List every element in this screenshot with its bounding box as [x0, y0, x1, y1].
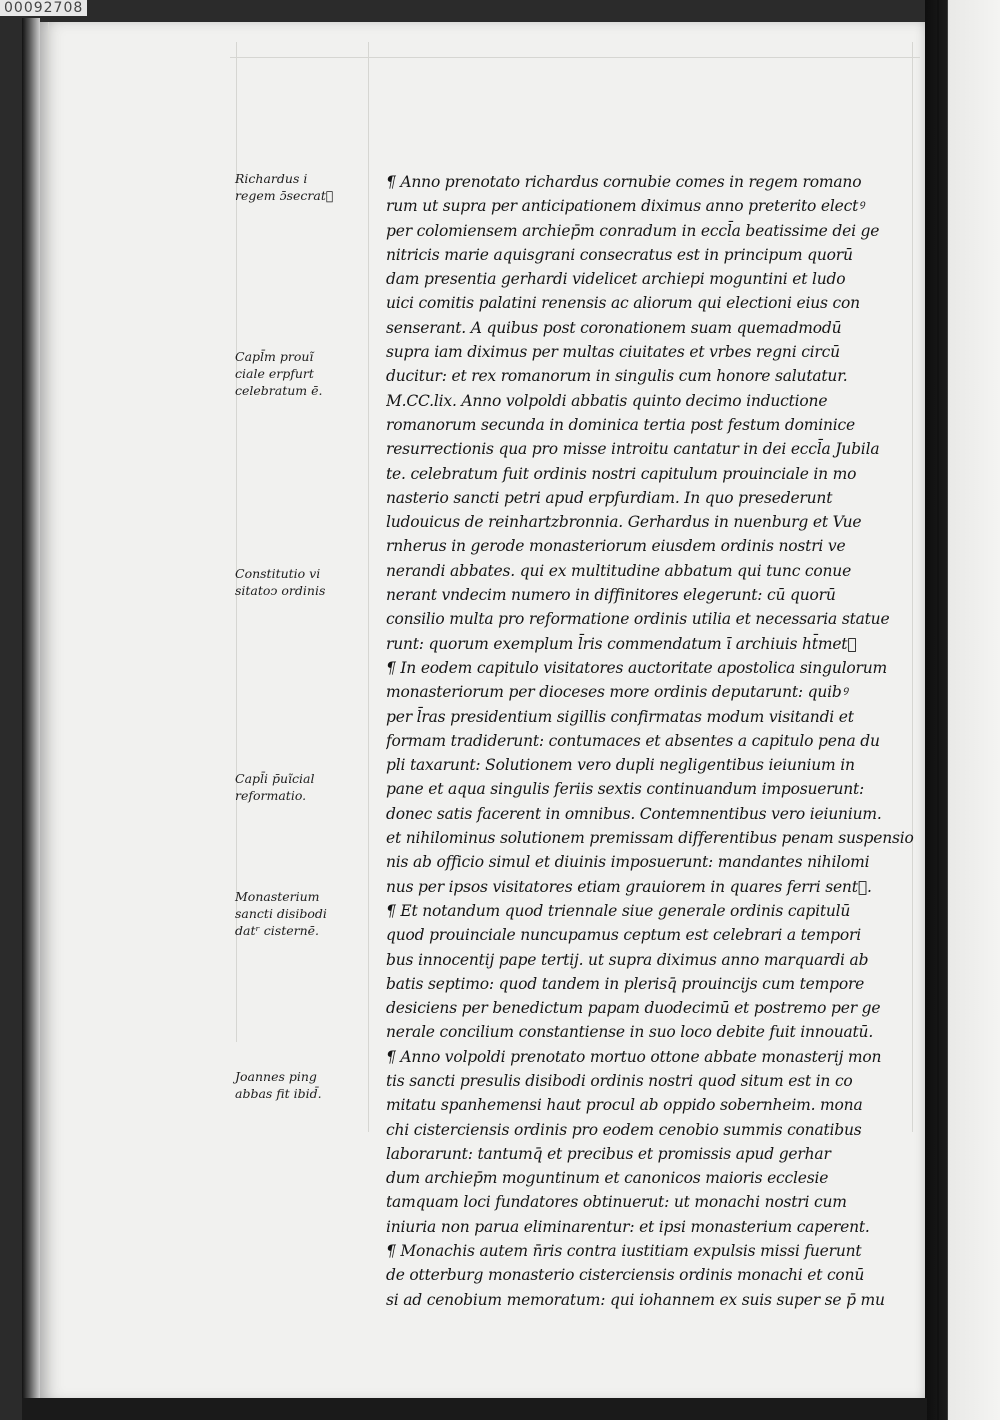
- ruling-line: [48, 22, 49, 1392]
- margin-line: abbas fit ibid̄.: [235, 1086, 322, 1101]
- text-line: runt: quorum exemplum l̄ris commendatum ī archiuis ht̄met᷑: [386, 634, 857, 653]
- margin-line: sancti disibodi: [235, 906, 327, 921]
- margin-note: [235, 888, 347, 939]
- text-line: si ad cenobium memoratum: qui iohannem ex suis super se p̄ mu: [386, 1290, 885, 1309]
- margin-note: [235, 1068, 347, 1102]
- text-line: nerale concilium constantiense in suo loco debite fuit innouatū.: [386, 1023, 874, 1042]
- text-line: ducitur: et rex romanorum in singulis cum honore salutatur.: [386, 367, 848, 386]
- text-line: et nihilominus solutionem premissam differentibus penam suspensio: [386, 829, 914, 848]
- text-line: formam tradiderunt: contumaces et absentes a capitulo pena du: [386, 731, 880, 750]
- text-line: mitatu spanhemensi haut procul ab oppido sobernheim. mona: [386, 1096, 863, 1115]
- text-line: rum ut supra per anticipationem diximus anno preterito electꝰ: [386, 197, 864, 216]
- text-line: chi cisterciensis ordinis pro eodem cenobio summis conatibus: [386, 1120, 862, 1139]
- text-line: resurrectionis qua pro misse introitu cantatur in dei eccl̄a Jubila: [386, 440, 880, 459]
- ruling-line: [368, 42, 369, 1132]
- text-line: dam presentia gerhardi videlicet archiepi moguntini et ludo: [386, 270, 846, 289]
- margin-line: Richardus i: [235, 171, 308, 186]
- margin-line: Constitutio vi: [235, 566, 321, 581]
- text-line: ¶ Monachis autem n̄ris contra iustitiam expulsis missi fuerunt: [386, 1242, 862, 1261]
- text-line: uici comitis palatini renensis ac aliorum qui electioni eius con: [386, 294, 860, 313]
- text-line: consilio multa pro reformatione ordinis utilia et necessaria statue: [386, 610, 890, 629]
- main-text-column: [386, 170, 918, 1312]
- text-line: dum archiep̄m moguntinum et canonicos maioris ecclesie: [386, 1169, 829, 1188]
- text-line: supra iam diximus per multas ciuitates et vrbes regni circū: [386, 343, 840, 362]
- text-line: donec satis facerent in omnibus. Contemnentibus vero ieiunium.: [386, 804, 882, 823]
- text-line: pane et aqua singulis feriis sextis continuandum imposuerunt:: [386, 780, 865, 799]
- text-line: tis sancti presulis disibodi ordinis nostri quod situm est in co: [386, 1071, 853, 1090]
- text-line: per colomiensem archiep̄m conradum in eccl̄a beatissime dei ge: [386, 221, 880, 240]
- text-line: quod prouinciale nuncupamus ceptum est celebrari a tempori: [386, 926, 861, 945]
- margin-line: ciale erpfurt: [235, 366, 314, 381]
- text-line: nerant vndecim numero in diffinitores elegerunt: cū quorū: [386, 586, 836, 605]
- text-line: M.CC.lix. Anno volpoldi abbatis quinto decimo inductione: [386, 391, 828, 410]
- margin-line: datʳ cisternē.: [235, 923, 320, 938]
- text-line: romanorum secunda in dominica tertia post festum dominice: [386, 415, 855, 434]
- text-line: laborarunt: tantumq̄ et precibus et promissis apud gerhar: [386, 1144, 831, 1163]
- text-line: pli taxarunt: Solutionem vero dupli negligentibus ieiunium in: [386, 756, 855, 775]
- frame-number: 00092708: [0, 0, 87, 16]
- text-line: nus per ipsos visitatores etiam grauiorem in quares ferri sentᷓ.: [386, 877, 872, 896]
- text-line: ludouicus de reinhartzbronnia. Gerhardus in nuenburg et Vue: [386, 513, 862, 532]
- margin-line: celebratum ē.: [235, 383, 323, 398]
- margin-note: [235, 348, 347, 399]
- text-line: batis septimo: quod tandem in plerisq̄ prouincijs cum tempore: [386, 974, 865, 993]
- margin-line: regem ɔ̄secrat᷑: [235, 188, 334, 203]
- text-line: iniuria non parua eliminarentur: et ipsi monasterium caperent.: [386, 1217, 870, 1236]
- margin-line: reformatio.: [235, 788, 307, 803]
- text-line: nerandi abbates. qui ex multitudine abbatum qui tunc conue: [386, 561, 852, 580]
- text-line: de otterburg monasterio cisterciensis ordinis monachi et conū: [386, 1266, 865, 1285]
- text-line: te. celebratum fuit ordinis nostri capitulum prouinciale in mo: [386, 464, 857, 483]
- margin-line: Joannes ping: [235, 1069, 317, 1084]
- text-line: per l̄ras presidentium sigillis confirmatas modum visitandi et: [386, 707, 854, 726]
- text-line: bus innocentij pape tertij. ut supra diximus anno marquardi ab: [386, 950, 869, 969]
- text-line: ¶ Et notandum quod triennale siue generale ordinis capitulū: [386, 901, 851, 920]
- text-line: nis ab officio simul et diuinis imposuerunt: mandantes nihilomi: [386, 853, 870, 872]
- facing-page-edge: [925, 0, 1000, 1420]
- text-line: nitricis marie aquisgrani consecratus est in principum quorū: [386, 245, 853, 264]
- text-line: senserant. A quibus post coronationem suam quemadmodū: [386, 318, 842, 337]
- margin-line: Capl̄m prouĩ: [235, 349, 314, 364]
- margin-note: [235, 170, 347, 204]
- text-line: nasterio sancti petri apud erpfurdiam. In quo presederunt: [386, 488, 833, 507]
- margin-note: [235, 565, 347, 599]
- text-line: desiciens per benedictum papam duodecimū et postremo per ge: [386, 999, 881, 1018]
- text-line: ¶ In eodem capitulo visitatores auctoritate apostolica singulorum: [386, 658, 887, 677]
- text-line: ¶ Anno prenotato richardus cornubie comes in regem romano: [386, 173, 862, 191]
- book-spine-shadow: [22, 18, 40, 1398]
- margin-line: Monasterium: [235, 889, 320, 904]
- text-line: ¶ Anno volpoldi prenotato mortuo ottone abbate monasterij mon: [386, 1047, 882, 1066]
- ruling-line: [937, 0, 939, 1420]
- margin-line: Capl̄i p̄uĩcial: [235, 771, 315, 786]
- bottom-shadow: [22, 1398, 927, 1420]
- margin-line: sitatoↄ ordinis: [235, 583, 326, 598]
- margin-note: [235, 770, 347, 804]
- text-line: monasteriorum per dioceses more ordinis deputarunt: quibꝰ: [386, 683, 848, 702]
- text-line: tamquam loci fundatores obtinuerut: ut monachi nostri cum: [386, 1193, 847, 1212]
- ruling-line: [230, 57, 920, 58]
- text-line: rnherus in gerode monasteriorum eiusdem ordinis nostri ve: [386, 537, 846, 556]
